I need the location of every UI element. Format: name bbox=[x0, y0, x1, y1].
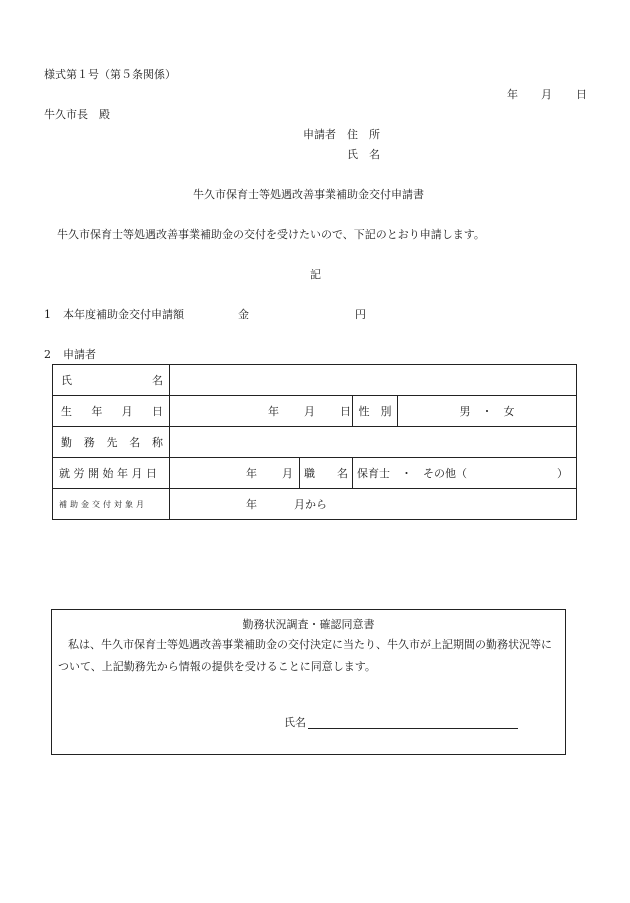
workplace-label-1: 勤 bbox=[61, 436, 72, 449]
subsidy-year-label: 年 bbox=[246, 498, 257, 511]
form-number: 様式第１号（第５条関係） bbox=[44, 68, 176, 81]
subsidy-month-label-cell bbox=[53, 489, 170, 520]
gender-select[interactable] bbox=[398, 396, 577, 427]
date-month-label: 月 bbox=[541, 88, 552, 101]
birth-year-label: 年 bbox=[268, 405, 279, 418]
name-label-b: 名 bbox=[152, 374, 163, 387]
item1-label: 本年度補助金交付申請額 bbox=[63, 308, 184, 321]
job-label: 職 名 bbox=[304, 467, 348, 480]
item1-currency-prefix: 金 bbox=[238, 308, 249, 321]
job-select[interactable] bbox=[353, 458, 577, 489]
addressee: 牛久市長 殿 bbox=[44, 108, 110, 121]
table-row-workplace bbox=[53, 427, 577, 458]
consent-body: 私は、牛久市保育士等処遇改善事業補助金の交付決定に当たり、牛久市が上記期間の勤務状況等について、上記勤務先から情報の提供を受けることに同意します。 bbox=[58, 638, 552, 673]
table-row-name bbox=[53, 365, 577, 396]
date-year-label: 年 bbox=[507, 88, 518, 101]
date-day-label: 日 bbox=[576, 88, 587, 101]
intro-text: 牛久市保育士等処遇改善事業補助金の交付を受けたいので、下記のとおり申請します。 bbox=[57, 228, 485, 241]
birth-label-3: 月 bbox=[121, 405, 133, 418]
item1-currency-suffix: 円 bbox=[355, 308, 366, 321]
subsidy-month-label: 補助金交付対象月 bbox=[59, 499, 147, 509]
job-label-cell bbox=[300, 458, 353, 489]
workplace-label-4: 名 bbox=[129, 436, 141, 449]
birth-label-4: 日 bbox=[151, 405, 163, 418]
signature-line[interactable] bbox=[308, 728, 518, 729]
birth-day-label: 日 bbox=[340, 405, 351, 418]
birth-date-input[interactable] bbox=[170, 396, 353, 427]
gender-label: 性 別 bbox=[358, 405, 392, 418]
name-label-cell bbox=[53, 365, 170, 396]
start-month-label: 月 bbox=[282, 467, 293, 480]
document-title: 牛久市保育士等処遇改善事業補助金交付申請書 bbox=[193, 188, 424, 201]
gender-options: 男 ・ 女 bbox=[459, 405, 515, 418]
address-label: 住 所 bbox=[347, 128, 380, 141]
job-close-paren: ） bbox=[557, 467, 568, 480]
table-row-birth bbox=[53, 396, 577, 427]
applicant-table bbox=[52, 364, 577, 520]
start-label-cell bbox=[53, 458, 170, 489]
subsidy-month-input[interactable] bbox=[170, 489, 577, 520]
table-row-start-date bbox=[53, 458, 577, 489]
consent-box bbox=[51, 609, 566, 755]
name-label-a: 氏 bbox=[61, 374, 72, 387]
start-date-input[interactable] bbox=[170, 458, 300, 489]
workplace-input[interactable] bbox=[170, 427, 577, 458]
item2-label: 申請者 bbox=[63, 348, 96, 361]
item2-number: 2 bbox=[44, 348, 51, 361]
workplace-label-cell bbox=[53, 427, 170, 458]
consent-title: 勤務状況調査・確認同意書 bbox=[242, 618, 375, 631]
name-input[interactable] bbox=[170, 365, 577, 396]
table-row-subsidy-month bbox=[53, 489, 577, 520]
start-year-label: 年 bbox=[246, 467, 257, 480]
workplace-label-2: 務 bbox=[83, 436, 95, 449]
ki-heading: 記 bbox=[310, 268, 321, 281]
workplace-label-5: 称 bbox=[152, 436, 163, 449]
birth-label-1: 生 bbox=[61, 405, 72, 418]
birth-label-2: 年 bbox=[91, 405, 103, 418]
start-date-label: 就 労 開 始 年 月 日 bbox=[59, 467, 157, 480]
item1-number: 1 bbox=[44, 308, 51, 321]
applicant-label: 申請者 bbox=[303, 128, 336, 141]
gender-label-cell bbox=[353, 396, 398, 427]
job-options: 保育士 ・ その他（ bbox=[357, 467, 467, 480]
applicant-name-label: 氏 名 bbox=[347, 148, 380, 161]
subsidy-from-label: 月から bbox=[294, 498, 327, 511]
signature-label: 氏名 bbox=[284, 716, 306, 729]
workplace-label-3: 先 bbox=[106, 436, 118, 449]
birth-month-label: 月 bbox=[304, 405, 315, 418]
birth-label-cell bbox=[53, 396, 170, 427]
